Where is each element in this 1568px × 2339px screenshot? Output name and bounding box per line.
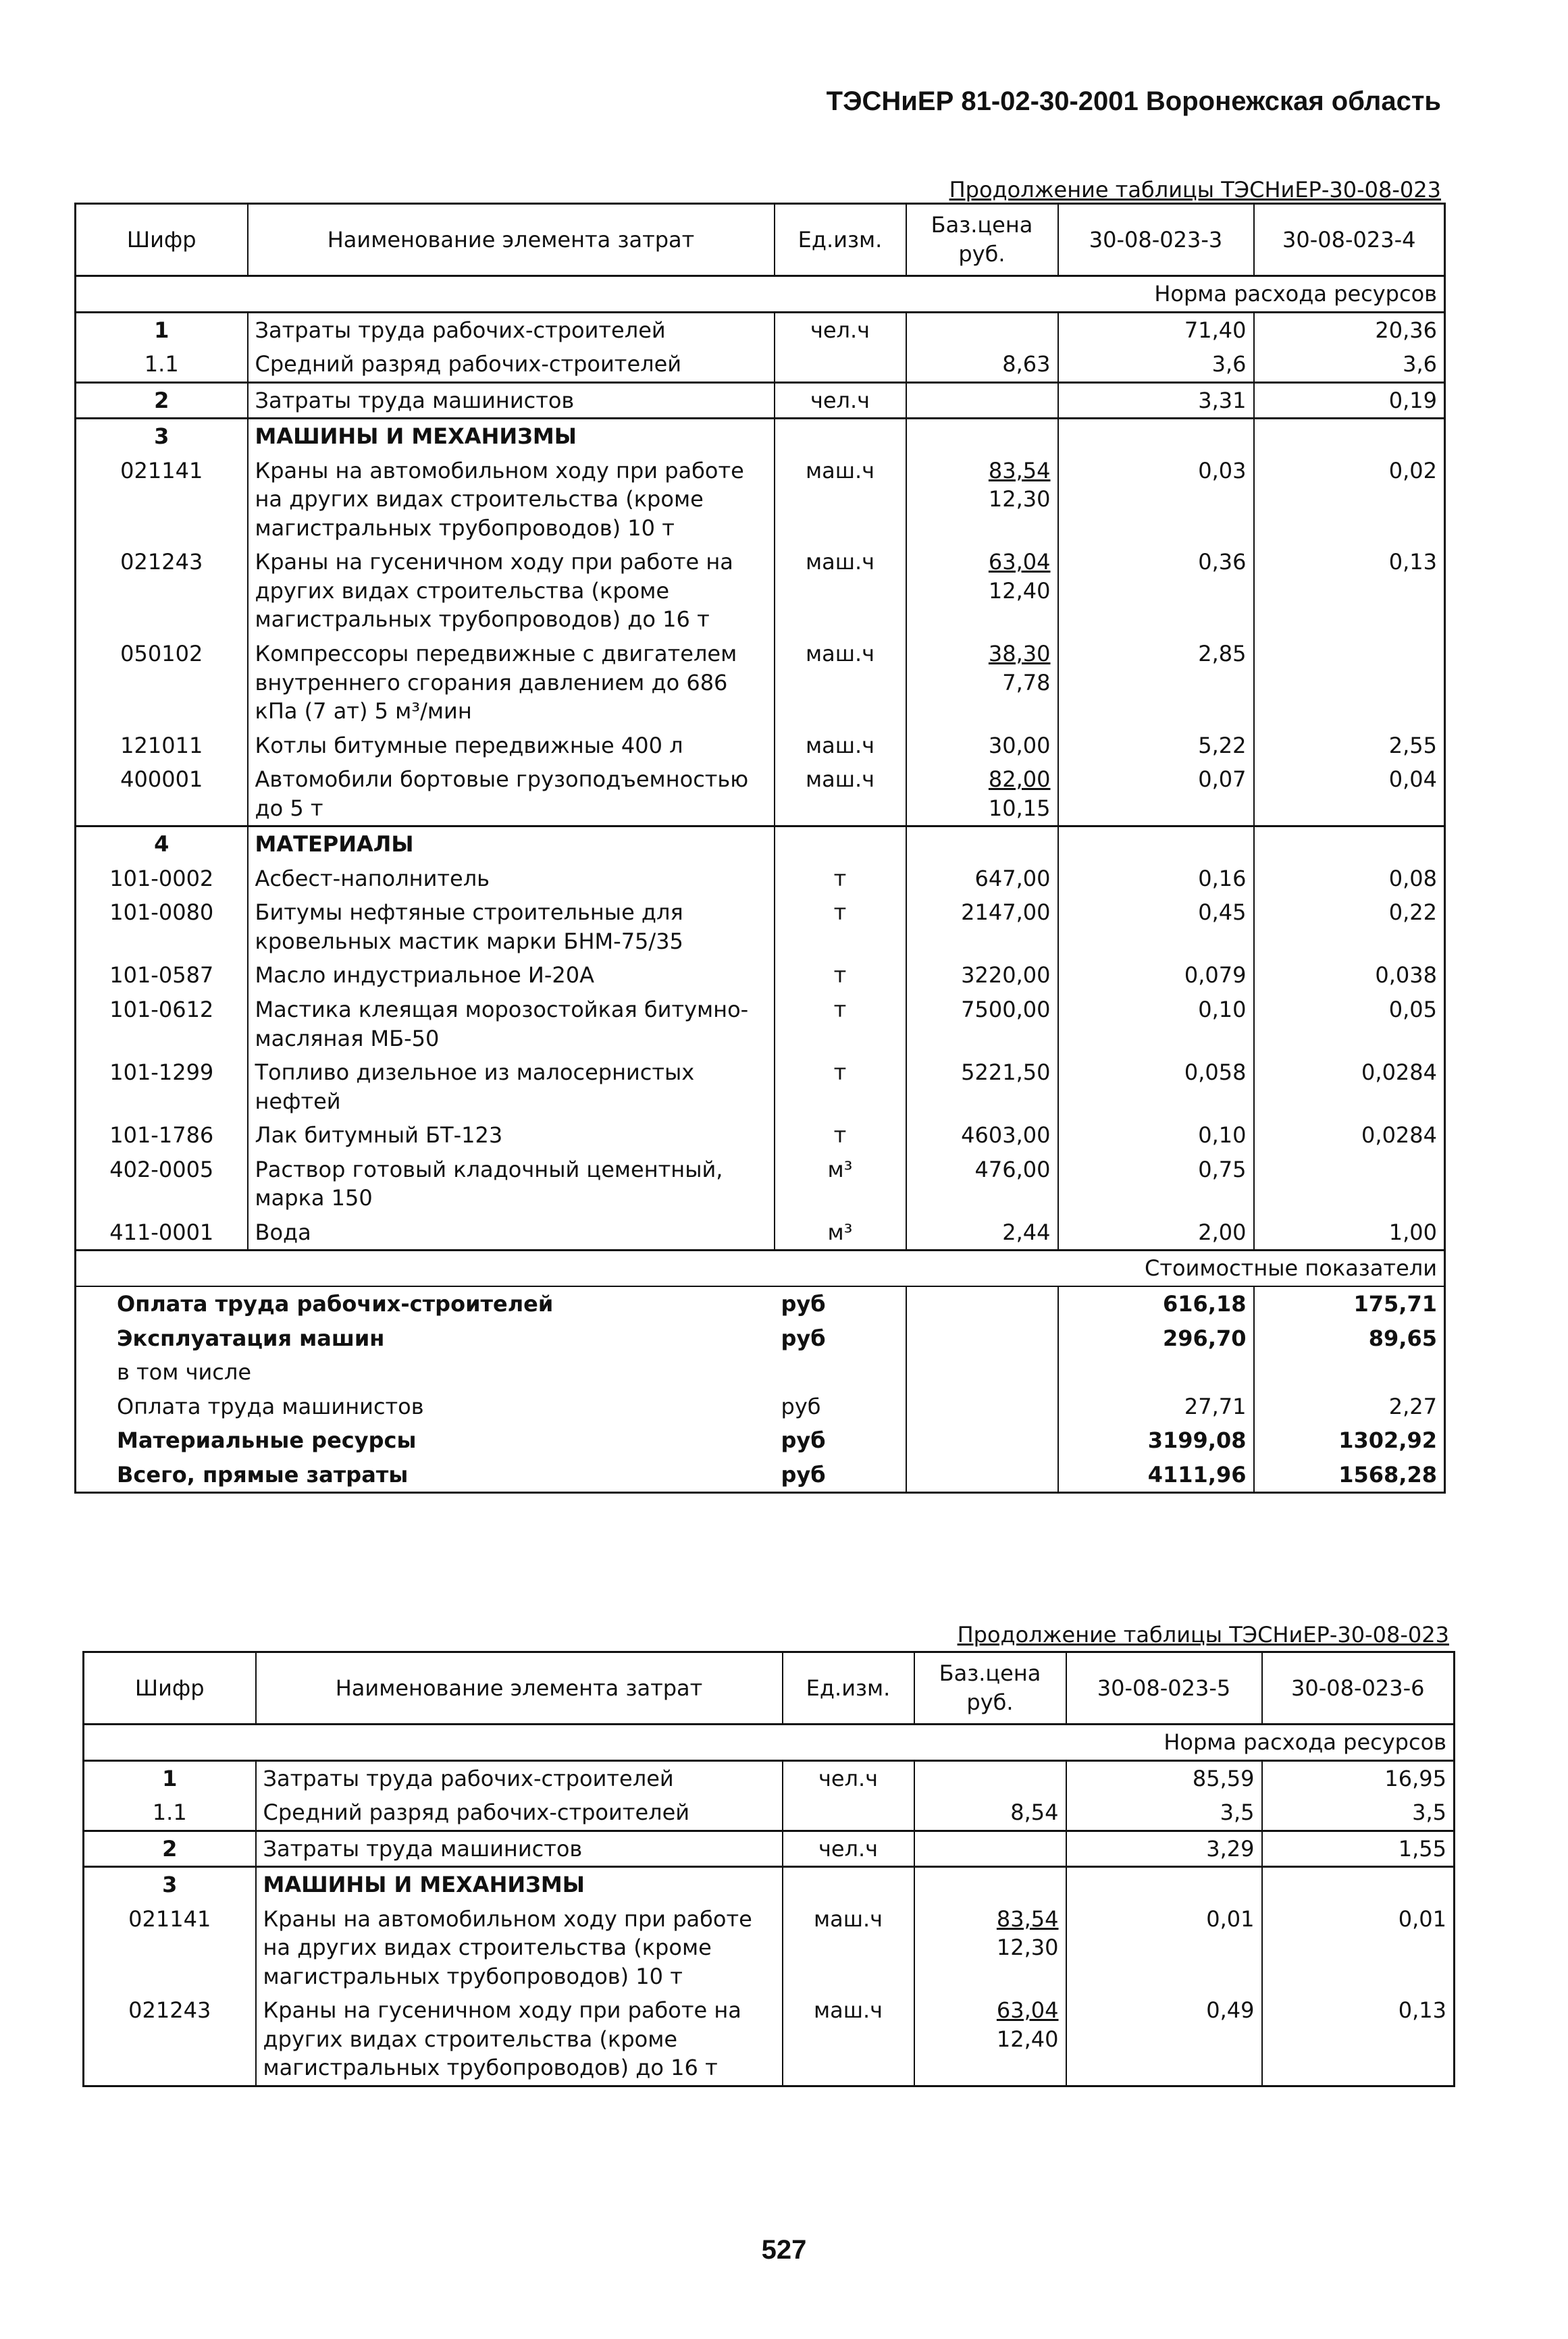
price-main: 476,00 [974, 1156, 1051, 1182]
resource-price [906, 762, 1058, 826]
resource-name: МАШИНЫ И МЕХАНИЗМЫ [248, 419, 775, 454]
resource-price [914, 1831, 1066, 1867]
resource-unit: маш.ч [775, 762, 906, 826]
table1-caption-text: Продолжение таблицы ТЭСНиЕР-30-08-023 [949, 177, 1441, 203]
norm-value-b: 0,13 [1398, 1997, 1446, 2024]
norm-value-b [1254, 637, 1445, 729]
resource-price [914, 1867, 1066, 1902]
table-row [84, 1760, 1455, 1795]
resource-name: Компрессоры передвижные с двигателем внутреннего сгорания давлением до 686 кПа (7 ат) 5 м³/мин [248, 637, 775, 729]
resource-unit: маш.ч [775, 545, 906, 637]
resource-name: Краны на автомобильном ходу при работе на других видах строительства (кроме магистральных трубопроводов) 10 т [256, 1902, 783, 1994]
price-main: 30,00 [988, 732, 1051, 758]
norm-value-a: 0,75 [1058, 1153, 1254, 1215]
resource-code: 3 [76, 419, 248, 454]
resource-unit: чел.ч [783, 1760, 914, 1795]
table1-caption [949, 177, 1441, 203]
col-code-header: Шифр [84, 1652, 256, 1725]
norm-value-a: 71,40 [1058, 312, 1254, 347]
resource-price [914, 1760, 1066, 1795]
norm-value-a: 0,03 [1058, 454, 1254, 546]
summary-empty [906, 1390, 1058, 1424]
summary-empty [906, 1286, 1058, 1321]
resource-name: Краны на гусеничном ходу при работе на других видах строительства (кроме магистральных трубопроводов) до 16 т [248, 545, 775, 637]
norm-value-b: 1,55 [1398, 1835, 1446, 1862]
summary-row [76, 1390, 1445, 1424]
table2-caption [958, 1622, 1449, 1648]
summary-row [76, 1458, 1445, 1493]
table-row [76, 862, 1445, 896]
summary-empty [906, 1458, 1058, 1493]
resource-price [906, 1153, 1058, 1215]
price-main: 63,04 [988, 549, 1051, 575]
table-row [76, 1055, 1445, 1118]
resource-code: 400001 [76, 762, 248, 826]
resource-name: Масло индустриальное И-20А [248, 958, 775, 993]
summary-label: Эксплуатация машин [117, 1325, 385, 1351]
resource-code: 101-0080 [76, 895, 248, 958]
cost-label: Стоимостные показатели [76, 1251, 1445, 1286]
norm-value-b: 0,01 [1398, 1906, 1446, 1932]
resource-name: Мастика клеящая морозостойкая битумно-масляная МБ-50 [248, 993, 775, 1055]
summary-unit: руб [775, 1390, 906, 1424]
resource-price [906, 382, 1058, 419]
estimate-table-1 [74, 203, 1446, 1494]
price-main: 83,54 [996, 1906, 1059, 1932]
table-row [76, 993, 1445, 1055]
resource-name: Краны на автомобильном ходу при работе на других видах строительства (кроме магистральных трубопроводов) 10 т [248, 454, 775, 546]
resource-code: 021243 [76, 545, 248, 637]
norm-value-b: 2,55 [1388, 732, 1437, 758]
price-salary: 7,78 [1002, 669, 1051, 695]
header-row [84, 1652, 1455, 1725]
table-row [76, 545, 1445, 637]
norm-value-b: 1,00 [1388, 1219, 1437, 1245]
resource-name: Затраты труда рабочих-строителей [256, 1760, 783, 1795]
resource-code: 3 [84, 1867, 256, 1902]
norm-value-b: 0,08 [1388, 865, 1437, 891]
col-norm-a-header: 30-08-023-3 [1058, 204, 1254, 276]
price-main: 2147,00 [961, 899, 1051, 926]
resource-code: 4 [76, 826, 248, 862]
norm-value-a: 85,59 [1066, 1760, 1262, 1795]
norm-value-a: 0,079 [1058, 958, 1254, 993]
col-name-header: Наименование элемента затрат [248, 204, 775, 276]
norm-value-b [1262, 1867, 1455, 1902]
document-header: ТЭСНиЕР 81-02-30-2001 Воронежская область [826, 86, 1441, 116]
summary-value-b: 1568,28 [1338, 1461, 1437, 1488]
resource-code: 101-1786 [76, 1118, 248, 1153]
norm-value-b: 0,0284 [1361, 1059, 1437, 1086]
norm-value-a: 0,10 [1058, 993, 1254, 1055]
col-code-header: Шифр [76, 204, 248, 276]
price-main: 63,04 [996, 1997, 1059, 2024]
norm-value-b: 0,04 [1388, 766, 1437, 793]
resource-unit: маш.ч [775, 454, 906, 546]
table-row [76, 1153, 1445, 1215]
resource-name: Затраты труда машинистов [248, 382, 775, 419]
norm-value-a: 5,22 [1058, 729, 1254, 763]
summary-row [76, 1286, 1445, 1321]
summary-value-a: 3199,08 [1058, 1423, 1254, 1458]
summary-value-b [1254, 1355, 1445, 1390]
price-salary: 12,40 [996, 2026, 1059, 2052]
norm-value-a: 0,01 [1066, 1902, 1262, 1994]
resource-code: 1.1 [76, 347, 248, 382]
resource-unit: т [775, 1118, 906, 1153]
resource-code: 1 [76, 312, 248, 347]
col-norm-b-header: 30-08-023-6 [1262, 1652, 1455, 1725]
table-row [76, 826, 1445, 862]
resource-price [906, 1118, 1058, 1153]
norm-value-b: 0,038 [1375, 962, 1437, 989]
price-salary: 12,40 [988, 577, 1051, 604]
table-row [76, 419, 1445, 454]
norm-label: Норма расхода ресурсов [76, 276, 1445, 313]
norm-value-a [1058, 419, 1254, 454]
resource-code: 1.1 [84, 1795, 256, 1831]
norm-value-b: 20,36 [1375, 317, 1437, 343]
norm-value-b: 0,02 [1388, 457, 1437, 483]
norm-value-a: 3,31 [1058, 382, 1254, 419]
price-main: 8,54 [1010, 1799, 1059, 1826]
resource-name: Котлы битумные передвижные 400 л [248, 729, 775, 763]
table-row [84, 1993, 1455, 2086]
table-row [76, 1215, 1445, 1251]
summary-value-a: 4111,96 [1058, 1458, 1254, 1493]
price-main: 647,00 [974, 865, 1051, 891]
resource-unit [775, 419, 906, 454]
resource-code: 402-0005 [76, 1153, 248, 1215]
norm-value-a: 3,6 [1058, 347, 1254, 382]
norm-value-a: 0,10 [1058, 1118, 1254, 1153]
norm-value-a: 0,45 [1058, 895, 1254, 958]
table-row [76, 895, 1445, 958]
col-name-header: Наименование элемента затрат [256, 1652, 783, 1725]
resource-name: МАТЕРИАЛЫ [248, 826, 775, 862]
norm-value-b: 0,19 [1388, 387, 1437, 413]
summary-value-b: 89,65 [1368, 1325, 1437, 1351]
norm-value-b: 3,5 [1412, 1799, 1446, 1826]
price-main: 5221,50 [961, 1059, 1051, 1086]
norm-value-a [1066, 1867, 1262, 1902]
resource-name: МАШИНЫ И МЕХАНИЗМЫ [256, 1867, 783, 1902]
resource-unit: м³ [775, 1215, 906, 1251]
resource-price [906, 347, 1058, 382]
cost-label-row [76, 1251, 1445, 1286]
table1-body [76, 204, 1445, 1493]
table2-body [84, 1652, 1455, 2086]
resource-price [906, 729, 1058, 763]
norm-value-b [1254, 419, 1445, 454]
resource-unit: т [775, 862, 906, 896]
resource-price [906, 862, 1058, 896]
summary-label: Материальные ресурсы [117, 1427, 417, 1454]
resource-code: 021141 [84, 1902, 256, 1994]
norm-value-b: 0,13 [1388, 549, 1437, 575]
resource-name: Топливо дизельное из малосернистых нефтей [248, 1055, 775, 1118]
summary-unit [775, 1355, 906, 1390]
price-salary: 12,30 [988, 486, 1051, 513]
resource-code: 101-0002 [76, 862, 248, 896]
summary-label: Оплата труда рабочих-строителей [117, 1290, 554, 1317]
resource-code: 2 [84, 1831, 256, 1867]
price-salary: 12,30 [996, 1935, 1059, 1961]
norm-value-a: 3,29 [1066, 1831, 1262, 1867]
summary-value-a: 616,18 [1058, 1286, 1254, 1321]
price-main: 7500,00 [961, 997, 1051, 1023]
resource-price [914, 1902, 1066, 1994]
resource-code: 101-0612 [76, 993, 248, 1055]
table-row [84, 1831, 1455, 1867]
resource-price [906, 419, 1058, 454]
resource-name: Автомобили бортовые грузоподъемностью до 5 т [248, 762, 775, 826]
resource-code: 2 [76, 382, 248, 419]
resource-name: Затраты труда рабочих-строителей [248, 312, 775, 347]
resource-name: Лак битумный БТ-123 [248, 1118, 775, 1153]
resource-code: 021243 [84, 1993, 256, 2086]
col-norm-a-header: 30-08-023-5 [1066, 1652, 1262, 1725]
summary-unit: руб [775, 1286, 906, 1321]
table-row [76, 637, 1445, 729]
norm-value-a [1058, 826, 1254, 862]
resource-name: Средний разряд рабочих-строителей [256, 1795, 783, 1831]
norm-value-b [1254, 1153, 1445, 1215]
summary-value-b: 175,71 [1353, 1290, 1437, 1317]
resource-unit: т [775, 1055, 906, 1118]
resource-unit: т [775, 993, 906, 1055]
summary-value-a: 296,70 [1058, 1321, 1254, 1356]
resource-unit: м³ [775, 1153, 906, 1215]
table-row [76, 347, 1445, 382]
table-row [76, 382, 1445, 419]
norm-value-b: 0,0284 [1361, 1122, 1437, 1149]
resource-unit [783, 1867, 914, 1902]
resource-name: Вода [248, 1215, 775, 1251]
norm-value-b: 0,22 [1388, 899, 1437, 926]
table-row [76, 762, 1445, 826]
summary-empty [906, 1321, 1058, 1356]
resource-price [906, 637, 1058, 729]
summary-label: Оплата труда машинистов [117, 1393, 424, 1419]
resource-code: 1 [84, 1760, 256, 1795]
summary-label: в том числе [117, 1359, 251, 1386]
norm-value-b: 3,6 [1403, 351, 1437, 377]
page-number: 527 [761, 2235, 807, 2265]
norm-label-row [76, 276, 1445, 313]
resource-price [906, 993, 1058, 1055]
summary-row [76, 1423, 1445, 1458]
norm-value-b [1254, 826, 1445, 862]
price-main: 82,00 [988, 766, 1051, 793]
summary-value-a [1058, 1355, 1254, 1390]
table-row [84, 1795, 1455, 1831]
estimate-table-2 [82, 1651, 1455, 2087]
summary-unit: руб [775, 1423, 906, 1458]
summary-row [76, 1355, 1445, 1390]
resource-code: 050102 [76, 637, 248, 729]
norm-value-a: 0,07 [1058, 762, 1254, 826]
resource-price [914, 1795, 1066, 1831]
resource-unit: т [775, 958, 906, 993]
norm-label: Норма расхода ресурсов [84, 1725, 1455, 1761]
resource-price [906, 454, 1058, 546]
resource-code: 101-0587 [76, 958, 248, 993]
resource-unit [775, 347, 906, 382]
col-price-header: Баз.цена руб. [914, 1652, 1066, 1725]
table2-caption-text: Продолжение таблицы ТЭСНиЕР-30-08-023 [957, 1622, 1449, 1648]
norm-value-a: 3,5 [1066, 1795, 1262, 1831]
summary-value-a: 27,71 [1058, 1390, 1254, 1424]
norm-value-a: 2,85 [1058, 637, 1254, 729]
resource-price [906, 545, 1058, 637]
resource-price [906, 826, 1058, 862]
summary-value-b: 1302,92 [1338, 1427, 1437, 1454]
summary-unit: руб [775, 1458, 906, 1493]
resource-code: 101-1299 [76, 1055, 248, 1118]
table-row [76, 958, 1445, 993]
col-norm-b-header: 30-08-023-4 [1254, 204, 1445, 276]
table-row [76, 312, 1445, 347]
resource-price [906, 958, 1058, 993]
resource-unit: чел.ч [775, 382, 906, 419]
resource-unit: маш.ч [783, 1993, 914, 2086]
resource-code: 021141 [76, 454, 248, 546]
summary-empty [906, 1355, 1058, 1390]
resource-price [914, 1993, 1066, 2086]
norm-value-a: 0,16 [1058, 862, 1254, 896]
summary-unit: руб [775, 1321, 906, 1356]
norm-label-row [84, 1725, 1455, 1761]
resource-price [906, 1055, 1058, 1118]
price-main: 4603,00 [961, 1122, 1051, 1149]
resource-unit: т [775, 895, 906, 958]
norm-value-a: 2,00 [1058, 1215, 1254, 1251]
table-row [76, 729, 1445, 763]
resource-unit: маш.ч [775, 729, 906, 763]
norm-value-a: 0,058 [1058, 1055, 1254, 1118]
price-main: 2,44 [1002, 1219, 1051, 1245]
price-main: 38,30 [988, 641, 1051, 667]
norm-value-a: 0,49 [1066, 1993, 1262, 2086]
resource-price [906, 895, 1058, 958]
table-row [76, 454, 1445, 546]
col-unit-header: Ед.изм. [783, 1652, 914, 1725]
price-main: 83,54 [988, 457, 1051, 483]
norm-value-b: 16,95 [1384, 1765, 1446, 1791]
resource-unit: чел.ч [775, 312, 906, 347]
resource-unit [775, 826, 906, 862]
resource-unit: маш.ч [783, 1902, 914, 1994]
table-row [84, 1867, 1455, 1902]
resource-unit: маш.ч [775, 637, 906, 729]
resource-name: Раствор готовый кладочный цементный, марка 150 [248, 1153, 775, 1215]
summary-label: Всего, прямые затраты [117, 1461, 409, 1488]
resource-price [906, 1215, 1058, 1251]
resource-name: Средний разряд рабочих-строителей [248, 347, 775, 382]
col-unit-header: Ед.изм. [775, 204, 906, 276]
resource-unit: чел.ч [783, 1831, 914, 1867]
resource-name: Затраты труда машинистов [256, 1831, 783, 1867]
resource-price [906, 312, 1058, 347]
summary-value-b: 2,27 [1388, 1393, 1437, 1419]
resource-code: 121011 [76, 729, 248, 763]
summary-row [76, 1321, 1445, 1356]
price-main: 8,63 [1002, 351, 1051, 377]
col-price-header: Баз.цена руб. [906, 204, 1058, 276]
resource-name: Асбест-наполнитель [248, 862, 775, 896]
price-salary: 10,15 [988, 795, 1051, 821]
resource-name: Краны на гусеничном ходу при работе на других видах строительства (кроме магистральных трубопроводов) до 16 т [256, 1993, 783, 2086]
norm-value-a: 0,36 [1058, 545, 1254, 637]
summary-empty [906, 1423, 1058, 1458]
price-main: 3220,00 [961, 962, 1051, 989]
resource-code: 411-0001 [76, 1215, 248, 1251]
header-row [76, 204, 1445, 276]
table-row [76, 1118, 1445, 1153]
table-row [84, 1902, 1455, 1994]
norm-value-b: 0,05 [1388, 997, 1437, 1023]
resource-name: Битумы нефтяные строительные для кровельных мастик марки БНМ-75/35 [248, 895, 775, 958]
resource-unit [783, 1795, 914, 1831]
